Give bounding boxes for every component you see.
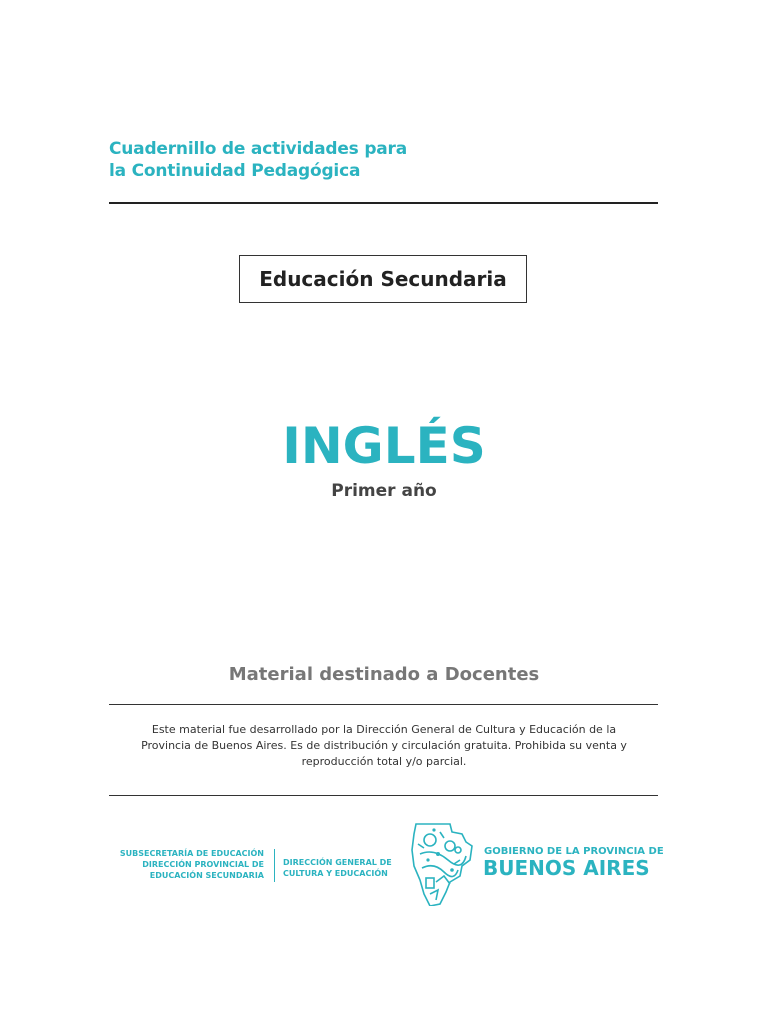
series-title — [109, 138, 407, 182]
middle-divider — [109, 704, 658, 705]
education-level-box — [239, 255, 527, 303]
dgce-line-2: CULTURA Y EDUCACIÓN — [283, 869, 388, 878]
bottom-divider — [109, 795, 658, 796]
education-level-label: Educación Secundaria — [259, 267, 507, 291]
subject-title: INGLÉS — [282, 417, 486, 475]
disclaimer-line-2: Provincia de Buenos Aires. Es de distribución y circulación gratuita. Prohibida su venta y — [141, 739, 627, 752]
province-name: BUENOS AIRES — [483, 856, 650, 880]
footer-separator — [274, 849, 275, 882]
disclaimer-text — [140, 722, 628, 770]
school-year: Primer año — [331, 481, 437, 501]
audience-label: Material destinado a Docentes — [228, 664, 540, 685]
subsec-line-1: SUBSECRETARÍA DE EDUCACIÓN — [119, 849, 264, 858]
top-divider — [109, 202, 658, 204]
government-label: GOBIERNO DE LA PROVINCIA DE — [484, 846, 664, 857]
province-map-emblem-icon — [410, 820, 476, 906]
subsec-line-3: EDUCACIÓN SECUNDARIA — [149, 871, 264, 880]
subsecretaria-block — [104, 848, 264, 881]
series-title-line-2: la Continuidad Pedagógica — [109, 161, 361, 181]
disclaimer-line-1: Este material fue desarrollado por la Dirección General de Cultura y Educación de la — [151, 723, 617, 736]
dgce-block — [283, 857, 392, 879]
disclaimer-line-3: reproducción total y/o parcial. — [301, 755, 467, 768]
dgce-line-1: DIRECCIÓN GENERAL DE — [283, 858, 392, 867]
subsec-line-2: DIRECCIÓN PROVINCIAL DE — [142, 860, 264, 869]
series-title-line-1: Cuadernillo de actividades para — [109, 139, 408, 159]
